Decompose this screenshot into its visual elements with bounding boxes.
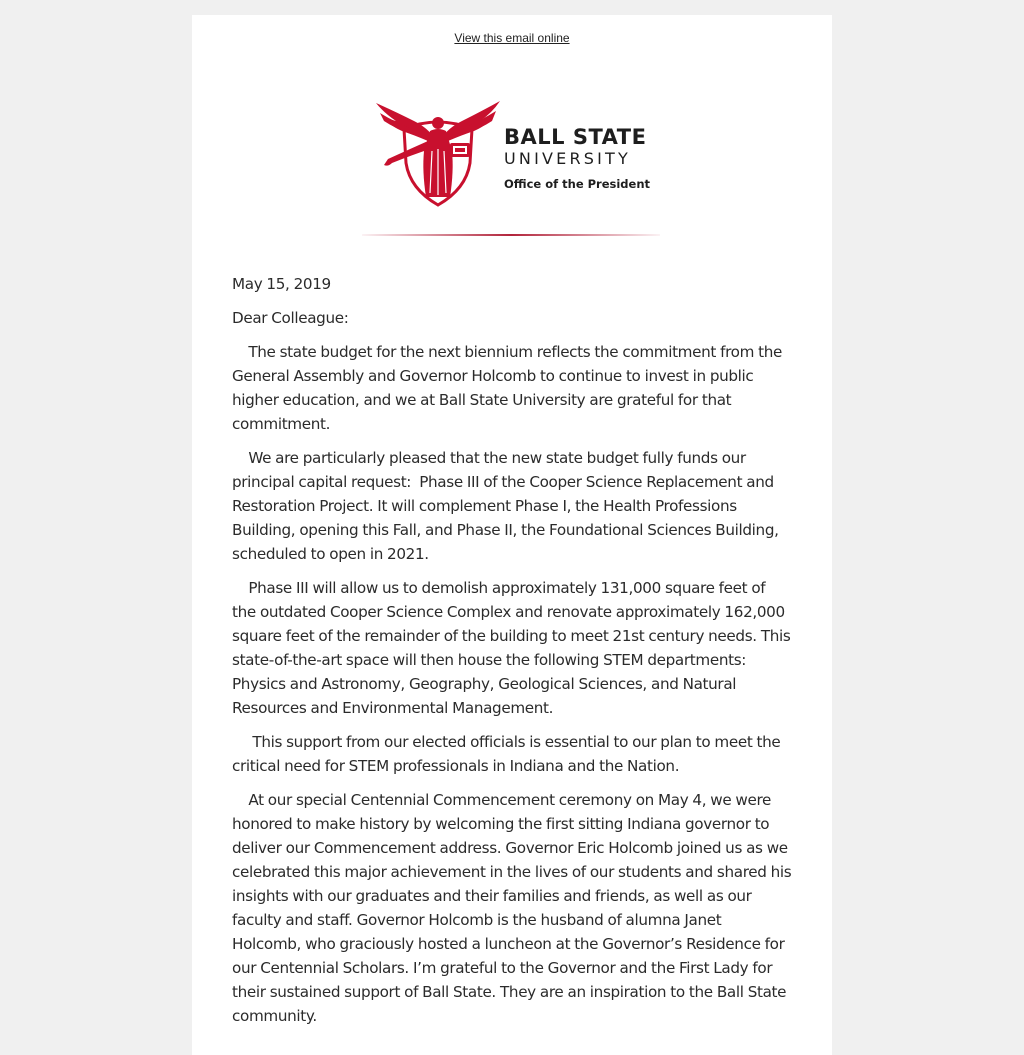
- header-divider: [362, 234, 660, 236]
- letter-paragraph: We are particularly pleased that the new state budget fully funds our principal capital request: Phase III of the Cooper Science Replacement and Restoration Project. It will complement Phase I, the Health Professions Building, opening this Fall, and Phase II, the Foundational Sciences Building, scheduled to open in 2021.: [232, 449, 783, 563]
- view-email-online-link[interactable]: View this email online: [454, 31, 570, 45]
- letter-salutation: Dear Colleague:: [232, 309, 349, 327]
- letter-paragraph: At our special Centennial Commencement ceremony on May 4, we were honored to make history by welcoming the first sitting Indiana governor to deliver our Commencement address. Governor Eric Holcomb joined us as we celebrated this major achievement in the lives of our students and shared his insights with our graduates and their families and friends, as well as our faculty and staff. Governor Holcomb is the husband of alumna Janet Holcomb, who graciously hosted a luncheon at the Governor’s Residence for our Centennial Scholars. I’m grateful to the Governor and the First Lady for their sustained support of Ball State. They are an inspiration to the Ball State community.: [232, 791, 796, 1025]
- wordmark-university: UNIVERSITY: [504, 149, 631, 168]
- university-logo: [374, 101, 654, 211]
- wordmark-office: Office of the President: [504, 177, 651, 191]
- beneficence-crest-icon: [374, 101, 502, 209]
- letter-date: May 15, 2019: [232, 275, 331, 293]
- letter-paragraph: The state budget for the next biennium reflects the commitment from the General Assembly and Governor Holcomb to continue to invest in public higher education, and we at Ball State University are grateful for that commitment.: [232, 343, 787, 433]
- view-online-bar: [192, 31, 832, 45]
- letter-body: [232, 272, 796, 1038]
- email-card: [192, 15, 832, 1055]
- letter-paragraph: This support from our elected officials is essential to our plan to meet the critical need for STEM professionals in Indiana and the Nation.: [232, 733, 785, 775]
- letter-paragraph: Phase III will allow us to demolish approximately 131,000 square feet of the outdated Cooper Science Complex and renovate approximately 162,000 square feet of the remainder of the building to meet 21st century needs. This state-of-the-art space will then house the following STEM departments: Physics and Astronomy, Geography, Geological Sciences, and Natural Resources and Environmental Management.: [232, 579, 795, 717]
- wordmark-ball-state: BALL STATE: [504, 125, 647, 149]
- wordmark: [504, 125, 650, 191]
